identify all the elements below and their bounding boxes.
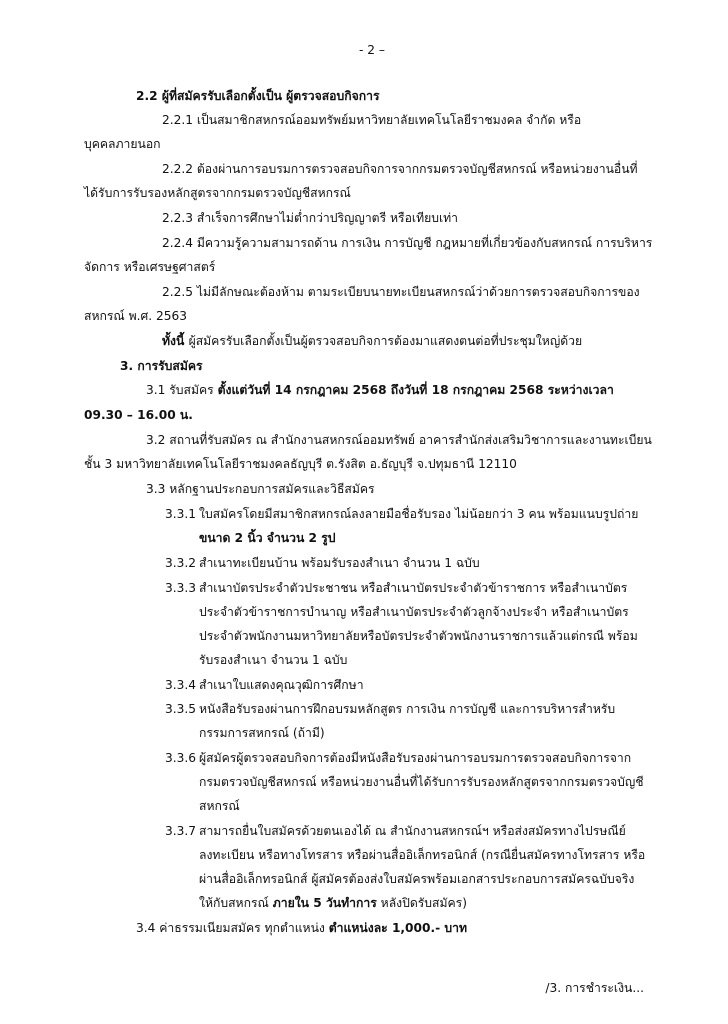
item-3-3-7-last-prefix: ให้กับสหกรณ์ (199, 896, 273, 910)
item-3-3-1-number: 3.3.1 (165, 507, 197, 521)
item-2-2-5-line1: 2.2.5 ไม่มีลักษณะต้องห้าม ตามระเบียบนายทะเบียนสหกรณ์ว่าด้วยการตรวจสอบกิจการของ (162, 285, 640, 299)
page-number: - 2 – (359, 43, 385, 57)
item-2-2-3-line1: 2.2.3 สำเร็จการศึกษาไม่ต่ำกว่าปริญญาตรี หรือเทียบเท่า (162, 211, 459, 225)
item-3-3-5-line1: หนังสือรับรองผ่านการฝึกอบรมหลักสูตร การเงิน การบัญชี และการบริหารสำหรับ (199, 702, 616, 716)
item-3-3-5-number: 3.3.5 (165, 702, 197, 716)
item-2-2-4-line1: 2.2.4 มีความรู้ความสามารถด้าน การเงิน การบัญชี กฎหมายที่เกี่ยวข้องกับสหกรณ์ การบริหาร (162, 236, 653, 250)
item-3-2-line1: 3.2 สถานที่รับสมัคร ณ สำนักงานสหกรณ์ออมทรัพย์ อาคารสำนักส่งเสริมวิชาการและงานทะเบียน (146, 433, 652, 447)
section-3-heading: 3. การรับสมัคร (120, 359, 203, 373)
item-3-3-7-line2: ลงทะเบียน หรือทางโทรสาร หรือผ่านสื่ออิเล็กทรอนิกส์ (กรณียื่นสมัครทางโทรสาร หรือ (199, 848, 646, 862)
item-3-3-3-line2: ประจำตัวข้าราชการบำนาญ หรือสำเนาบัตรประจำตัวลูกจ้างประจำ หรือสำเนาบัตร (199, 605, 629, 619)
note-text: ผู้สมัครรับเลือกตั้งเป็นผู้ตรวจสอบกิจการต้องมาแสดงตนต่อที่ประชุมใหญ่ด้วย (188, 334, 583, 348)
item-3-3-heading: 3.3 หลักฐานประกอบการสมัครและวิธีสมัคร (146, 482, 375, 496)
item-3-3-3-line1: สำเนาบัตรประจำตัวประชาชน หรือสำเนาบัตรประจำตัวข้าราชการ หรือสำเนาบัตร (199, 581, 628, 595)
section-2-2-number: 2.2 (136, 89, 162, 103)
item-3-3-3-number: 3.3.3 (165, 581, 197, 595)
item-2-2-4-line2: จัดการ หรือเศรษฐศาสตร์ (84, 260, 216, 274)
item-3-3-3-line4: รับรองสำเนา จำนวน 1 ฉบับ (199, 653, 348, 667)
item-3-3-7-line4 (199, 895, 467, 911)
item-2-2-2-line1: 2.2.2 ต้องผ่านการอบรมการตรวจสอบกิจการจากกรมตรวจบัญชีสหกรณ์ หรือหน่วยงานอื่นที่ (162, 162, 638, 176)
item-3-3-3-line3: ประจำตัวพนักงานมหาวิทยาลัยหรือบัตรประจำตัวพนักงานราชการแล้วแต่กรณี พร้อม (199, 629, 638, 643)
item-3-3-7-last-suffix: หลังปิดรับสมัคร) (376, 896, 467, 910)
item-3-3-2-number: 3.3.2 (165, 556, 197, 570)
item-3-3-4-number: 3.3.4 (165, 678, 197, 692)
item-2-2-1-line1: 2.2.1 เป็นสมาชิกสหกรณ์ออมทรัพย์มหาวิทยาลัยเทคโนโลยีราชมงคล จำกัด หรือ (162, 113, 582, 127)
item-3-3-1-line2: ขนาด 2 นิ้ว จำนวน 2 รูป (199, 531, 336, 545)
item-3-4 (136, 920, 467, 936)
item-3-3-6-line1: ผู้สมัครผู้ตรวจสอบกิจการต้องมีหนังสือรับรองผ่านการอบรมการตรวจสอบกิจการจาก (199, 751, 632, 765)
item-3-3-2-line1: สำเนาทะเบียนบ้าน พร้อมรับรองสำเนา จำนวน 1 ฉบับ (199, 556, 480, 570)
item-3-1-time: 09.30 – 16.00 น. (84, 408, 193, 422)
item-2-2-5-line2: สหกรณ์ พ.ศ. 2563 (84, 309, 187, 323)
item-3-1-line1 (146, 382, 614, 398)
item-3-3-5-line2: กรรมการสหกรณ์ (ถ้ามี) (199, 726, 325, 740)
item-3-3-7-deadline: ภายใน 5 วันทำการ (272, 896, 377, 910)
note-prefix: ทั้งนี้ (162, 334, 189, 348)
item-3-1-prefix: 3.1 รับสมัคร (146, 383, 218, 397)
item-3-3-1-line1: ใบสมัครโดยมีสมาชิกสหกรณ์ลงลายมือชื่อรับรอง ไม่น้อยกว่า 3 คน พร้อมแนบรูปถ่าย (199, 507, 639, 521)
item-3-3-7-line1: สามารถยื่นใบสมัครด้วยตนเองได้ ณ สำนักงานสหกรณ์ฯ หรือส่งสมัครทางไปรษณีย์ (199, 824, 626, 838)
item-3-4-fee: ตำแหน่งละ 1,000.- บาท (328, 921, 468, 935)
item-3-4-prefix: 3.4 ค่าธรรมเนียมสมัคร ทุกตำแหน่ง (136, 921, 329, 935)
item-3-3-6-line3: สหกรณ์ (199, 799, 240, 813)
section-2-2-heading (136, 88, 380, 104)
section-2-2-title: ผู้ที่สมัครรับเลือกตั้งเป็น ผู้ตรวจสอบกิจการ (161, 89, 380, 103)
item-3-3-6-line2: กรมตรวจบัญชีสหกรณ์ หรือหน่วยงานอื่นที่ได้รับการรับรองหลักสูตรจากกรมตรวจบัญชี (199, 775, 644, 789)
item-2-2-2-line2: ได้รับการรับรองหลักสูตรจากกรมตรวจบัญชีสหกรณ์ (84, 186, 351, 200)
item-3-3-7-line3: ผ่านสื่ออิเล็กทรอนิกส์ ผู้สมัครต้องส่งใบสมัครพร้อมเอกสารประกอบการสมัครฉบับจริง (199, 872, 635, 886)
item-3-1-dates: ตั้งแต่วันที่ 14 กรกฎาคม 2568 ถึงวันที่ 18 กรกฎาคม 2568 ระหว่างเวลา (217, 383, 614, 397)
item-2-2-1-line2: บุคคลภายนอก (84, 137, 161, 151)
item-3-3-4-line1: สำเนาใบแสดงคุณวุฒิการศึกษา (199, 678, 364, 692)
section-2-2-note (162, 333, 582, 349)
item-3-2-line2: ชั้น 3 มหาวิทยาลัยเทคโนโลยีราชมงคลธัญบุรี ต.รังสิต อ.ธัญบุรี จ.ปทุมธานี 12110 (84, 457, 517, 471)
item-3-3-6-number: 3.3.6 (165, 751, 197, 765)
continued-footer: /3. การชำระเงิน... (545, 981, 644, 995)
item-3-3-7-number: 3.3.7 (165, 824, 197, 838)
